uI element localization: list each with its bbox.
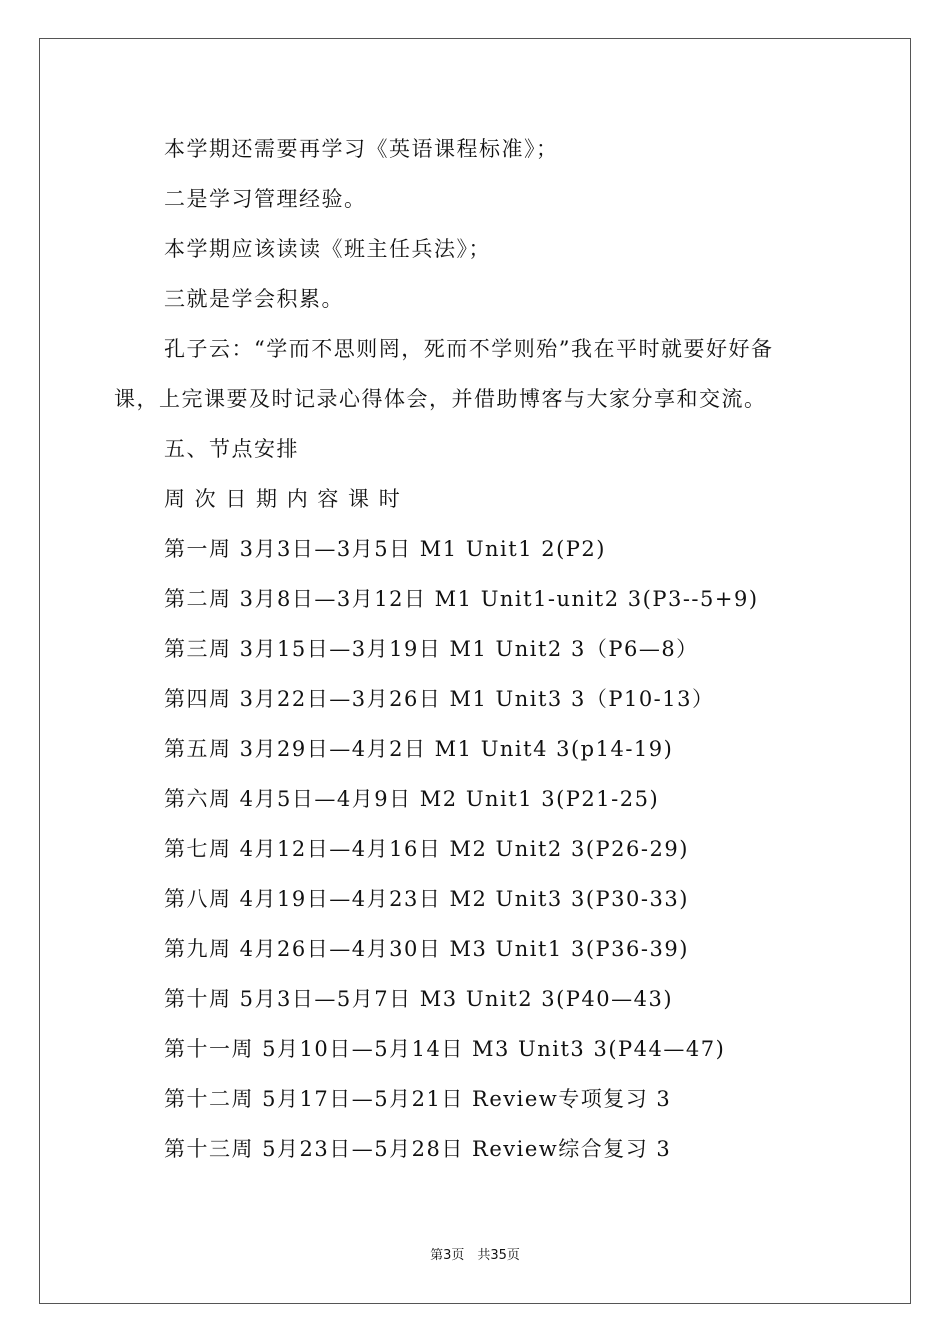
text-line-continued: 课，上完课要及时记录心得体会，并借助博客与大家分享和交流。 [114,387,767,411]
text-line: 三就是学会积累。 [164,287,344,311]
schedule-row: 第六周 4月5日—4月9日 M2 Unit1 3(P21-25) [164,787,660,811]
text-line: 本学期应该读读《班主任兵法》； [164,237,491,261]
schedule-row: 第十三周 5月23日—5月28日 Review综合复习 3 [164,1137,672,1161]
text-line: 本学期还需要再学习《英语课程标准》； [164,137,559,161]
schedule-row: 第八周 4月19日—4月23日 M2 Unit3 3(P30-33) [164,887,689,911]
schedule-row: 第二周 3月8日—3月12日 M1 Unit1-unit2 3(P3--5+9) [164,587,759,611]
schedule-row: 第五周 3月29日—4月2日 M1 Unit4 3(p14-19) [164,737,674,761]
section-heading: 五、节点安排 [164,437,299,461]
schedule-header: 周 次 日 期 内 容 课 时 [164,487,402,511]
schedule-row: 第九周 4月26日—4月30日 M3 Unit1 3(P36-39) [164,937,689,961]
page-number-footer: 第3页 共35页 [430,1248,520,1263]
schedule-row: 第四周 3月22日—3月26日 M1 Unit3 3（P10-13） [164,687,715,711]
schedule-row: 第三周 3月15日—3月19日 M1 Unit2 3（P6—8） [164,637,699,661]
schedule-row: 第十二周 5月17日—5月21日 Review专项复习 3 [164,1087,672,1111]
text-line: 二是学习管理经验。 [164,187,367,211]
schedule-row: 第十一周 5月10日—5月14日 M3 Unit3 3(P44—47) [164,1037,726,1061]
schedule-row: 第十周 5月3日—5月7日 M3 Unit2 3(P40—43) [164,987,674,1011]
schedule-row: 第一周 3月3日—3月5日 M1 Unit1 2(P2) [164,537,606,561]
page-frame [39,38,911,1304]
schedule-row: 第七周 4月12日—4月16日 M2 Unit2 3(P26-29) [164,837,689,861]
text-line: 孔子云：“学而不思则罔，死而不学则殆”我在平时就要好好备 [164,337,774,361]
